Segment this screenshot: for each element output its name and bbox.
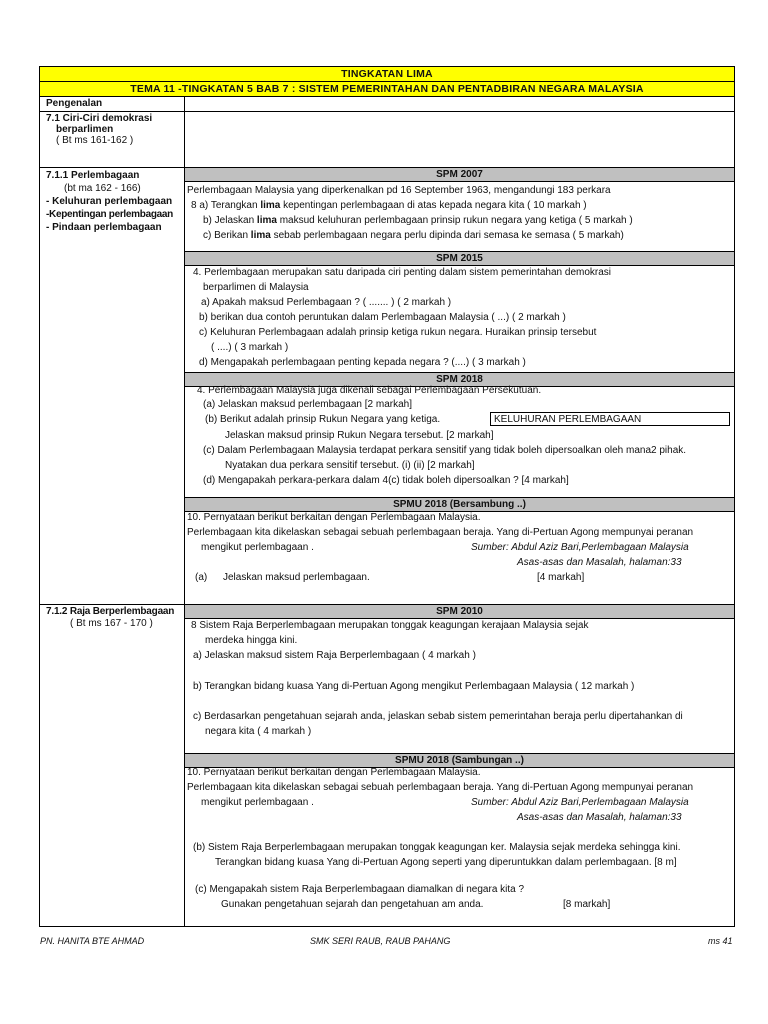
spm2018-line2: (a) Jelaskan maksud perlembagaan [2 markah] xyxy=(203,399,412,410)
spmu2018a-marks-a: [4 markah] xyxy=(537,572,585,583)
spm2018-line5: (c) Dalam Perlembagaan Malaysia terdapat perkara sensitif yang tidak boleh dipersoalkan oleh mana2 pihak. xyxy=(203,445,687,456)
spm2015-line3: a) Apakah maksud Perlembagaan ? ( ....... ) ( 2 markah ) xyxy=(201,297,452,308)
label-7-1-title: 7.1 Ciri-Ciri demokrasi xyxy=(46,113,153,124)
section-spm-2018: SPM 2018 xyxy=(185,372,734,387)
label-7-1-1-title: 7.1.1 Perlembagaan xyxy=(46,170,140,181)
spmu2018b-line7a: Gunakan pengetahuan sejarah dan pengetahuan am anda. xyxy=(221,899,484,910)
spmu2018b-line1: 10. Pernyataan berikut berkaitan dengan Perlembagaan Malaysia. xyxy=(187,767,481,778)
spm2010-line2: merdeka hingga kini. xyxy=(205,635,298,646)
section-spmu-2018-bersambung: SPMU 2018 (Bersambung ..) xyxy=(185,497,734,512)
footer-author: PN. HANITA BTE AHMAD xyxy=(40,936,145,946)
spmu2018a-line1: 10. Pernyataan berikut berkaitan dengan Perlembagaan Malaysia. xyxy=(187,512,481,523)
cell-7-1-2 xyxy=(40,605,185,926)
section-spm-2007: SPM 2007 xyxy=(185,168,734,182)
spm2018-line1: 4. Perlembagaan Malaysia juga dikenali sebagai Perlembagaan Persekutuan. xyxy=(197,385,542,396)
keluhuran-perlembagaan-box: KELUHURAN PERLEMBAGAAN xyxy=(490,412,730,426)
cell-pengenalan xyxy=(185,97,734,111)
spm2010-line5: c) Berdasarkan pengetahuan sejarah anda, jelaskan sebab sistem pemerintahan beraja perlu dipertahankan di xyxy=(193,711,683,722)
row-7-1-2 xyxy=(39,605,735,927)
spm2018-line6: Nyatakan dua perkara sensitif tersebut. (i) (ii) [2 markah] xyxy=(225,460,475,471)
spmu2018a-label-a: (a) xyxy=(195,572,208,583)
spmu2018a-line2: Perlembagaan kita dikelaskan sebagai sebuah perlembagaan beraja. Yang di-Pertuan Agong mempunyai peranan xyxy=(187,527,694,538)
spm2015-line2: berparlimen di Malaysia xyxy=(203,282,309,293)
spmu2018b-line2: Perlembagaan kita dikelaskan sebagai sebuah perlembagaan beraja. Yang di-Pertuan Agong mempunyai peranan xyxy=(187,782,694,793)
spm2010-line6: negara kita ( 4 markah ) xyxy=(205,726,312,737)
spmu2018a-question-a: Jelaskan maksud perlembagaan. xyxy=(223,572,370,583)
label-7-1-2-title: 7.1.2 Raja Berperlembagaan xyxy=(46,606,175,617)
spmu2018b-source2: Asas-asas dan Masalah, halaman:33 xyxy=(517,812,682,823)
spm2015-line5: c) Keluhuran Perlembagaan adalah prinsip ketiga rukun negara. Huraikan prinsip tersebut xyxy=(199,327,597,338)
label-7-1-title2: berparlimen xyxy=(56,124,114,135)
spm2015-line4: b) berikan dua contoh peruntukan dalam Perlembagaan Malaysia ( ...) ( 2 markah ) xyxy=(199,312,566,323)
spm2015-line1: 4. Perlembagaan merupakan satu daripada ciri penting dalam sistem pemerintahan demokrasi xyxy=(193,267,612,278)
spm2010-line1: 8 Sistem Raja Berperlembagaan merupakan tonggak keagungan kerajaan Malaysia sejak xyxy=(191,620,589,631)
cell-7-1-1-content xyxy=(185,168,734,604)
label-7-1-ref: ( Bt ms 161-162 ) xyxy=(56,135,134,146)
spm2018-line4: Jelaskan maksud prinsip Rukun Negara tersebut. [2 markah] xyxy=(225,430,494,441)
label-pengenalan: Pengenalan xyxy=(40,97,185,111)
spmu2018a-line3: mengikut perlembagaan . xyxy=(201,542,314,553)
spm2015-line6: ( ....) ( 3 markah ) xyxy=(211,342,289,353)
header-title-2: TEMA 11 -TINGKATAN 5 BAB 7 : SISTEM PEMERINTAHAN DAN PENTADBIRAN NEGARA MALAYSIA xyxy=(39,82,735,97)
footer-page-number: ms 41 xyxy=(708,936,733,946)
header-title-1: TINGKATAN LIMA xyxy=(39,66,735,82)
spmu2018b-line4: (b) Sistem Raja Berperlembagaan merupakan tonggak keagungan ker. Malaysia sejak merdeka sehingga kini. xyxy=(193,842,681,853)
spmu2018a-source2: Asas-asas dan Masalah, halaman:33 xyxy=(517,557,682,568)
label-7-1-1-b2: -Kepentingan perlembagaan xyxy=(46,209,173,220)
spmu2018b-marks-c: [8 markah] xyxy=(563,899,611,910)
cell-7-1-2-content xyxy=(185,605,734,926)
spmu2018b-line5: Terangkan bidang kuasa Yang di-Pertuan Agong seperti yang diperuntukkan dalam perlembagaan. [8 m] xyxy=(215,857,677,868)
spmu2018b-source1: Sumber: Abdul Aziz Bari,Perlembagaan Malaysia xyxy=(471,797,689,808)
spm2007-line1: Perlembagaan Malaysia yang diperkenalkan pd 16 September 1963, mengandungi 183 perkara xyxy=(187,185,611,196)
section-spm-2015: SPM 2015 xyxy=(185,251,734,266)
row-pengenalan xyxy=(39,97,735,112)
spm2007-line2: 8 a) Terangkan lima kepentingan perlembagaan di atas kepada negara kita ( 10 markah ) xyxy=(191,200,587,211)
label-7-1-1-ref: (bt ma 162 - 166) xyxy=(64,183,141,194)
row-7-1-1 xyxy=(39,168,735,605)
spm2018-line3: (b) Berikut adalah prinsip Rukun Negara yang ketiga. xyxy=(205,414,441,425)
section-spmu-2018-sambungan: SPMU 2018 (Sambungan ..) xyxy=(185,753,734,768)
cell-7-1-1 xyxy=(40,168,185,604)
footer-school: SMK SERI RAUB, RAUB PAHANG xyxy=(310,936,451,946)
cell-7-1 xyxy=(40,112,185,167)
cell-7-1-content xyxy=(185,112,734,167)
section-spm-2010: SPM 2010 xyxy=(185,605,734,619)
label-7-1-2-ref: ( Bt ms 167 - 170 ) xyxy=(70,618,153,629)
spmu2018b-line6: (c) Mengapakah sistem Raja Berperlembagaan diamalkan di negara kita ? xyxy=(195,884,525,895)
spm2010-line4: b) Terangkan bidang kuasa Yang di-Pertuan Agong mengikut Perlembagaan Malaysia ( 12 markah ) xyxy=(193,681,635,692)
spm2007-line4: c) Berikan lima sebab perlembagaan negara perlu dipinda dari semasa ke semasa ( 5 markah) xyxy=(203,230,624,241)
row-7-1 xyxy=(39,112,735,168)
spm2018-line7: (d) Mengapakah perkara-perkara dalam 4(c) tidak boleh dipersoalkan ? [4 markah] xyxy=(203,475,569,486)
spm2010-line3: a) Jelaskan maksud sistem Raja Berperlembagaan ( 4 markah ) xyxy=(193,650,476,661)
label-7-1-1-b1: - Keluhuran perlembagaan xyxy=(46,196,173,207)
spmu2018b-line3: mengikut perlembagaan . xyxy=(201,797,314,808)
spm2015-line7: d) Mengapakah perlembagaan penting kepada negara ? (....) ( 3 markah ) xyxy=(199,357,526,368)
label-7-1-1-b3: - Pindaan perlembagaan xyxy=(46,222,162,233)
spmu2018a-source1: Sumber: Abdul Aziz Bari,Perlembagaan Malaysia xyxy=(471,542,689,553)
spm2007-line3: b) Jelaskan lima maksud keluhuran perlembagaan prinsip rukun negara yang ketiga ( 5 markah ) xyxy=(203,215,633,226)
document-table xyxy=(39,66,735,927)
